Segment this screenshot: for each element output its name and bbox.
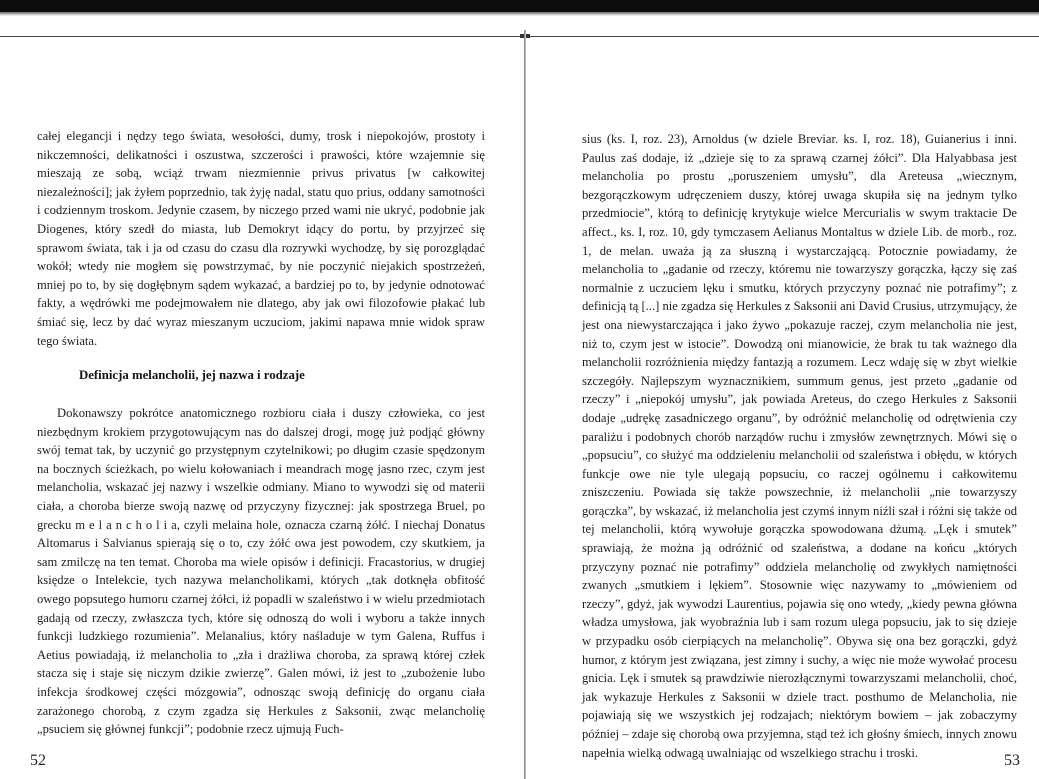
right-text-block	[582, 130, 1017, 762]
book-spine	[524, 30, 526, 779]
left-text-block-2	[37, 404, 485, 739]
right-page	[530, 0, 1039, 779]
left-paragraph-1: całej elegancji i nędzy tego świata, wesołości, dumy, trosk i niepokojów, prostoty i nikczemności, delikatności i oszustwa, szczerości i prawości, które wzajemnie się mieszają ze sobą, wciąż trwam niezmiennie privus privatus [w całkowitej niezależności]; jak żyłem poprzednio, tak żyję nadal, statu quo prius, oddany samotności i codziennym troskom. Jedynie czasem, by niczego przed wami nie ukryć, podobnie jak Diogenes, który szedł do miasta, lub Demokryt idący do portu, by przyjrzeć się sprawom świata, tak i ja od czasu do czasu dla rozrywki wychodzę, by się porozglądać wokół; wtedy nie mogłem się powstrzymać, by nie poczynić niejakich spostrzeżeń, mniej po to, by się dogłębnym sądem wykazać, a bardziej po to, by jedynie odnotować fakty, a wędrówki me podejmowałem nie dlatego, aby jak owi filozofowie płakać lub śmiać się, lecz by dać wyraz mieszanym uczuciom, jakimi napawa mnie widok spraw tego świata.	[37, 129, 485, 348]
page-number-right: 53	[1004, 752, 1020, 769]
section-heading: Definicja melancholii, jej nazwa i rodzaje	[79, 368, 305, 382]
left-text-block	[37, 127, 485, 350]
right-paragraph-1: sius (ks. I, roz. 23), Arnoldus (w dziele Breviar. ks. I, roz. 18), Guianerius i inni. Paulus zaś dodaje, iż „dzieje się to za sprawą czarnej żółci”. Dla Halyabbasa jest melancholia po prostu „poruszeniem umysłu”, dla Areteusa „wiecznym, bezgorączkowym udręczeniem duszy, której uwaga skupiła się na jednym tylko przedmiocie”, którą to definicję krytykuje wielce Mercurialis w swym traktacie De affect., ks. I, roz. 10, gdy tymczasem Aelianus Montaltus w dziele Lib. de morb., roz. 1, de melan. uważa ją za słuszną i wystarczającą. Potocznie powiadamy, że melancholia to „gadanie od rzeczy, któremu nie towarzyszy gorączka, łączy się zaś normalnie z uczuciem lęku i smutku, których przyczyny poznać nie potrafimy”; z definicją tą [...] nie zgadza się Herkules z Saksonii ani David Crusius, utrzymujący, że jest ona niewystarczająca i jako żywo „pokazuje raczej, czym melancholia nie jest, niż to, czym jest w istocie”. Dowodzą oni mianowicie, że brak tu tak ważnego dla melancholii rozróżnienia między fantazją a rozumem. Lecz wdaję się w zbyt wielkie szczegóły. Najlepszym wyznacznikiem, summum genus, jest przeto „gadanie od rzeczy” i „niepokój umysłu”, jak powiada Areteus, do czego Herkules z Saksonii dodaje „udrękę zasadniczego organu”, by odróżnić melancholię od odrętwienia czy paraliżu i podobnych chorób narządów ruchu i zmysłów zewnętrznych. Mówi się o „popsuciu”, co służyć ma oddzieleniu melancholii od szaleństwa i obłędu, w których funkcje owe nie tyle ulegają popsuciu, co raczej ogólnemu i całkowitemu zniszczeniu. Powiada się także powszechnie, iż melancholii „nie towarzyszy gorączka”, by wskazać, iż melancholia jest czymś innym niźli szał i różni się także od tej melancholii, którą wywołuje gorączka spowodowana dżumą. „Lęk i smutek” sprawiają, że można ją odróżnić od szaleństwa, a dodane na końcu „których przyczyny poznać nie potrafimy” oddziela melancholię od zwykłych namiętności zwanych „smutkiem i lękiem”. Stosownie więc nazywamy to „mówieniem od rzeczy”, gdyż, jak wywodzi Laurentius, pojawia się ono wtedy, „kiedy pewna główna władza umysłowa, jak wyobraźnia lub i sam rozum ulega popsuciu, jak to się dzieje w przypadku osób cierpiących na melancholię”. Obywa się ona bez gorączki, gdyż humor, z którym jest związana, jest zimny i suchy, a więc nie może wywołać procesu gnicia. Lęk i smutek są prawdziwie nierozłącznymi towarzyszami melancholii, choć, jak wykazuje Herkules z Saksonii w dziele tract. posthumo de Melancholia, nie pojawiają się we wszystkich jej rodzajach; niektórym bowiem – jak zobaczymy później – zdaje się chorobą owa przyjemna, stąd też ich głośny śmiech, innych znowu napełnia wielką odwagą uwalniając od wszelkiego strachu i troski.	[582, 132, 1017, 760]
left-paragraph-2: Dokonawszy pokrótce anatomicznego rozbioru ciała i duszy człowieka, co jest niezbędnym krokiem przygotowującym nas do dalszej drogi, mogę już podjąć główny swój temat tak, by uczynić go przystępnym czytelnikowi; po długim czasie spędzonym na bocznych ścieżkach, po wielu kołowaniach i meandrach mogę jasno rzec, czym jest melancholia, wskazać jej nazwy i wszelkie odmiany. Miano to wywodzi się od materii ciała, a choroba bierze swoją nazwę od przyczyny fizycznej: jak spostrzega Bruel, po grecku m e l a n c h o l i a, czyli melaina hole, oznacza czarną żółć. I niechaj Donatus Altomarus i Salvianus spierają się o to, czy żółć owa jest powodem, czy skutkiem, ja sam zmilczę na ten temat. Choroba ma wiele opisów i definicji. Fracastorius, w drugiej księdze o Intelekcie, tych nazywa melancholikami, których „tak dotknęła obfitość owego popsutego humoru czarnej żółci, iż popadli w szaleństwo i w wielu przedmiotach gadają od rzeczy, zwłaszcza tych, które się odnoszą do woli i wyboru a także innych funkcji ludzkiego rozumienia”. Melanalius, który naśladuje w tym Galena, Ruffus i Aetius powiadają, iż melancholia to „zła i drażliwa choroba, za sprawą której człek stacza się i staje się niczym dzikie zwierzę”. Galen mówi, iż jest to „zubożenie lubo infekcja środkowej części mózgowia”, odnosząc swoją definicję do organu ciała zarażonego chorobą, z czym zgadza się Herkules z Saksonii, zwąc melancholię „psuciem się głównej funkcji”; podobnie rzecz ujmują Fuch-	[37, 406, 485, 737]
page-number-left: 52	[30, 752, 46, 769]
